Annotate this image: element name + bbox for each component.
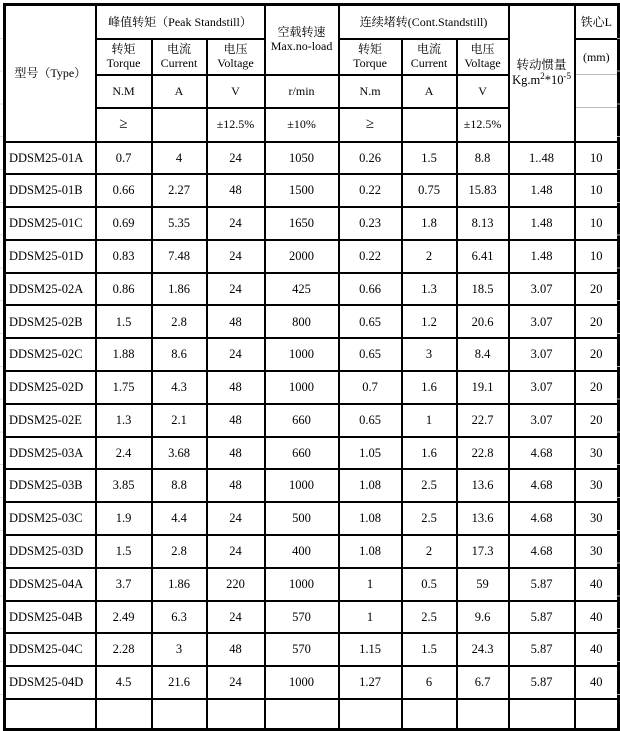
- cell-type: DDSM25-01A: [5, 142, 96, 175]
- cell-cont_voltage: 22.8: [457, 437, 509, 470]
- cell-peak_voltage: 24: [207, 535, 265, 568]
- cell-cont_voltage: 13.6: [457, 502, 509, 535]
- cell-cont_voltage: 8.8: [457, 142, 509, 175]
- cell-cont_current: 0.5: [402, 568, 457, 601]
- cell-peak_current: 6.3: [152, 601, 207, 634]
- header-noload-cn: 空载转速: [277, 24, 326, 39]
- cell-type: DDSM25-03A: [5, 437, 96, 470]
- header-peak-voltage: 电压 Voltage: [207, 39, 265, 75]
- cell-core: 20: [575, 338, 619, 371]
- cell-noload_speed: 1050: [265, 142, 339, 175]
- cell-inertia: 3.07: [509, 305, 575, 338]
- cell-cont_voltage: 20.6: [457, 305, 509, 338]
- cell-cont_current: 2: [402, 240, 457, 273]
- motor-spec-table: [3, 3, 620, 731]
- table-row: [5, 601, 619, 634]
- cell-peak_current: 8.8: [152, 469, 207, 502]
- table-row: [5, 535, 619, 568]
- cell-cont_current: 1.8: [402, 207, 457, 240]
- cell-peak_voltage: 220: [207, 568, 265, 601]
- cell-cont_voltage: 9.6: [457, 601, 509, 634]
- cell-peak_torque: 1.3: [96, 404, 152, 437]
- cell-peak_current: 2.8: [152, 535, 207, 568]
- table-row: [5, 240, 619, 273]
- cell-empty: [402, 699, 457, 729]
- cell-inertia: 5.87: [509, 568, 575, 601]
- cell-peak_voltage: 48: [207, 174, 265, 207]
- cell-peak_torque: 0.7: [96, 142, 152, 175]
- header-noload-tolerance: ±10%: [265, 108, 339, 142]
- cell-inertia: 4.68: [509, 502, 575, 535]
- header-cont-current-unit: A: [402, 75, 457, 108]
- cell-cont_voltage: 24.3: [457, 633, 509, 666]
- cell-peak_current: 3: [152, 633, 207, 666]
- cell-cont_voltage: 6.7: [457, 666, 509, 699]
- cell-type: DDSM25-01D: [5, 240, 96, 273]
- header-noload-unit: r/min: [265, 75, 339, 108]
- table-row: [5, 568, 619, 601]
- cell-peak_current: 21.6: [152, 666, 207, 699]
- cell-core: 40: [575, 568, 619, 601]
- cell-core: 10: [575, 240, 619, 273]
- table-row: [5, 371, 619, 404]
- cell-peak_voltage: 48: [207, 469, 265, 502]
- cell-core: 10: [575, 174, 619, 207]
- cell-type: DDSM25-03D: [5, 535, 96, 568]
- cell-peak_torque: 0.66: [96, 174, 152, 207]
- cell-cont_voltage: 59: [457, 568, 509, 601]
- cell-cont_voltage: 22.7: [457, 404, 509, 437]
- cell-peak_torque: 3.7: [96, 568, 152, 601]
- cell-cont_current: 1.6: [402, 437, 457, 470]
- cell-cont_torque: 1: [339, 568, 402, 601]
- cell-type: DDSM25-04C: [5, 633, 96, 666]
- cell-cont_torque: 0.7: [339, 371, 402, 404]
- cell-cont_torque: 0.23: [339, 207, 402, 240]
- cell-peak_voltage: 24: [207, 142, 265, 175]
- cell-noload_speed: 800: [265, 305, 339, 338]
- cell-core: 40: [575, 666, 619, 699]
- cell-cont_torque: 0.65: [339, 305, 402, 338]
- table-row: [5, 469, 619, 502]
- cell-peak_current: 4: [152, 142, 207, 175]
- header-type: 型号（Type）: [5, 5, 96, 142]
- header-core-empty-1: [575, 75, 619, 108]
- cell-peak_voltage: 24: [207, 601, 265, 634]
- cell-cont_current: 6: [402, 666, 457, 699]
- header-inertia-cn: 转动惯量: [516, 58, 567, 73]
- cell-peak_voltage: 24: [207, 502, 265, 535]
- table-row: [5, 207, 619, 240]
- cell-cont_voltage: 8.13: [457, 207, 509, 240]
- cell-peak_voltage: 48: [207, 633, 265, 666]
- cell-cont_voltage: 18.5: [457, 273, 509, 306]
- cell-type: DDSM25-01C: [5, 207, 96, 240]
- cell-noload_speed: 1000: [265, 338, 339, 371]
- header-inertia: [509, 5, 575, 142]
- header-peak-torque: 转矩 Torque: [96, 39, 152, 75]
- cell-cont_torque: 1.08: [339, 502, 402, 535]
- table-row: [5, 142, 619, 175]
- cell-cont_torque: 1.27: [339, 666, 402, 699]
- cell-cont_voltage: 6.41: [457, 240, 509, 273]
- cell-peak_voltage: 24: [207, 240, 265, 273]
- cell-inertia: 3.07: [509, 404, 575, 437]
- cell-cont_torque: 0.66: [339, 273, 402, 306]
- header-cont-current: 电流 Current: [402, 39, 457, 75]
- header-peak-torque-condition: ≥: [96, 108, 152, 142]
- cell-type: DDSM25-03C: [5, 502, 96, 535]
- cell-empty: [265, 699, 339, 729]
- cell-type: DDSM25-04D: [5, 666, 96, 699]
- cell-inertia: 5.87: [509, 601, 575, 634]
- cell-type: DDSM25-03B: [5, 469, 96, 502]
- cell-type: DDSM25-04A: [5, 568, 96, 601]
- table-row: [5, 273, 619, 306]
- header-core-unit: (mm): [575, 39, 619, 75]
- cell-peak_current: 4.3: [152, 371, 207, 404]
- header-cont-torque-condition: ≥: [339, 108, 402, 142]
- cell-peak_current: 3.68: [152, 437, 207, 470]
- cell-core: 30: [575, 502, 619, 535]
- cell-type: DDSM25-02B: [5, 305, 96, 338]
- cell-cont_torque: 0.22: [339, 174, 402, 207]
- header-cont-voltage-unit: V: [457, 75, 509, 108]
- cell-peak_torque: 1.75: [96, 371, 152, 404]
- table-header: [5, 5, 619, 142]
- header-row-1: [5, 5, 619, 39]
- cell-inertia: 4.68: [509, 437, 575, 470]
- table-row: [5, 666, 619, 699]
- table-row: [5, 338, 619, 371]
- cell-peak_voltage: 48: [207, 305, 265, 338]
- cell-noload_speed: 570: [265, 601, 339, 634]
- cell-cont_voltage: 19.1: [457, 371, 509, 404]
- table-row: [5, 633, 619, 666]
- cell-peak_torque: 3.85: [96, 469, 152, 502]
- cell-noload_speed: 1000: [265, 469, 339, 502]
- cell-type: DDSM25-01B: [5, 174, 96, 207]
- cell-empty: [339, 699, 402, 729]
- cell-inertia: 1.48: [509, 174, 575, 207]
- cell-peak_torque: 2.28: [96, 633, 152, 666]
- header-cont-voltage: 电压 Voltage: [457, 39, 509, 75]
- cell-cont_current: 2.5: [402, 502, 457, 535]
- cell-type: DDSM25-02E: [5, 404, 96, 437]
- cell-empty: [457, 699, 509, 729]
- header-peak-current-unit: A: [152, 75, 207, 108]
- cell-peak_current: 4.4: [152, 502, 207, 535]
- table-row: [5, 502, 619, 535]
- cell-cont_torque: 0.65: [339, 404, 402, 437]
- cell-empty: [509, 699, 575, 729]
- cell-peak_torque: 4.5: [96, 666, 152, 699]
- cell-type: DDSM25-04B: [5, 601, 96, 634]
- cell-cont_current: 1.6: [402, 371, 457, 404]
- cell-peak_torque: 2.49: [96, 601, 152, 634]
- cell-peak_voltage: 24: [207, 666, 265, 699]
- cell-peak_torque: 0.86: [96, 273, 152, 306]
- cell-peak_voltage: 24: [207, 338, 265, 371]
- cell-peak_torque: 0.83: [96, 240, 152, 273]
- cell-peak_torque: 1.5: [96, 535, 152, 568]
- cell-cont_voltage: 17.3: [457, 535, 509, 568]
- cell-cont_torque: 0.65: [339, 338, 402, 371]
- cell-noload_speed: 425: [265, 273, 339, 306]
- cell-peak_current: 8.6: [152, 338, 207, 371]
- cell-cont_torque: 1.08: [339, 469, 402, 502]
- cell-cont_current: 3: [402, 338, 457, 371]
- cell-inertia: 4.68: [509, 535, 575, 568]
- header-noload-en: Max.no-load: [270, 38, 333, 53]
- cell-core: 10: [575, 207, 619, 240]
- cell-noload_speed: 1650: [265, 207, 339, 240]
- cell-peak_torque: 1.9: [96, 502, 152, 535]
- cell-cont_current: 2: [402, 535, 457, 568]
- cell-inertia: 1.48: [509, 207, 575, 240]
- cell-peak_current: 7.48: [152, 240, 207, 273]
- cell-empty: [5, 699, 96, 729]
- cell-core: 20: [575, 273, 619, 306]
- cell-type: DDSM25-02A: [5, 273, 96, 306]
- header-cont-standstill-group: 连续堵转(Cont.Standstill): [339, 5, 509, 39]
- cell-empty: [96, 699, 152, 729]
- cell-cont_current: 2.5: [402, 601, 457, 634]
- table-row: [5, 437, 619, 470]
- header-peak-torque-unit: N.M: [96, 75, 152, 108]
- cell-peak_current: 1.86: [152, 568, 207, 601]
- cell-empty: [575, 699, 619, 729]
- cell-inertia: 5.87: [509, 666, 575, 699]
- header-cont-torque-unit: N.m: [339, 75, 402, 108]
- cell-core: 20: [575, 371, 619, 404]
- table-row: [5, 305, 619, 338]
- header-core-length: 铁心L: [575, 5, 619, 39]
- cell-noload_speed: 660: [265, 437, 339, 470]
- cell-cont_voltage: 15.83: [457, 174, 509, 207]
- header-peak-standstill-group: 峰值转矩（Peak Standstill）: [96, 5, 265, 39]
- cell-cont_current: 1.5: [402, 142, 457, 175]
- cell-peak_voltage: 48: [207, 437, 265, 470]
- cell-cont_torque: 0.26: [339, 142, 402, 175]
- cell-cont_voltage: 13.6: [457, 469, 509, 502]
- cell-core: 20: [575, 404, 619, 437]
- cell-peak_voltage: 48: [207, 404, 265, 437]
- cell-core: 40: [575, 633, 619, 666]
- table-body: [5, 142, 619, 730]
- cell-cont_current: 1.3: [402, 273, 457, 306]
- cell-noload_speed: 570: [265, 633, 339, 666]
- cell-cont_current: 0.75: [402, 174, 457, 207]
- cell-cont_torque: 0.22: [339, 240, 402, 273]
- cell-core: 30: [575, 535, 619, 568]
- table-row: [5, 174, 619, 207]
- cell-peak_current: 2.27: [152, 174, 207, 207]
- cell-noload_speed: 1500: [265, 174, 339, 207]
- cell-noload_speed: 400: [265, 535, 339, 568]
- cell-peak_torque: 0.69: [96, 207, 152, 240]
- cell-inertia: 4.68: [509, 469, 575, 502]
- header-noload-speed: [265, 5, 339, 75]
- cell-peak_voltage: 24: [207, 207, 265, 240]
- cell-type: DDSM25-02C: [5, 338, 96, 371]
- header-cont-current-condition: [402, 108, 457, 142]
- header-core-empty-2: [575, 108, 619, 142]
- cell-type: DDSM25-02D: [5, 371, 96, 404]
- cell-peak_torque: 1.88: [96, 338, 152, 371]
- table-row-partial: [5, 699, 619, 729]
- cell-peak_current: 2.1: [152, 404, 207, 437]
- header-inertia-unit: $Kg.m^2*10^{-5}$: [512, 70, 571, 87]
- header-peak-voltage-unit: V: [207, 75, 265, 108]
- cell-noload_speed: 1000: [265, 666, 339, 699]
- cell-inertia: 3.07: [509, 273, 575, 306]
- cell-cont_current: 1.2: [402, 305, 457, 338]
- cell-core: 20: [575, 305, 619, 338]
- cell-peak_current: 2.8: [152, 305, 207, 338]
- cell-cont_torque: 1.08: [339, 535, 402, 568]
- cell-inertia: 1..48: [509, 142, 575, 175]
- cell-noload_speed: 2000: [265, 240, 339, 273]
- cell-noload_speed: 660: [265, 404, 339, 437]
- cell-peak_torque: 1.5: [96, 305, 152, 338]
- cell-inertia: 3.07: [509, 338, 575, 371]
- cell-core: 10: [575, 142, 619, 175]
- cell-peak_current: 1.86: [152, 273, 207, 306]
- cell-core: 30: [575, 437, 619, 470]
- cell-empty: [207, 699, 265, 729]
- cell-empty: [152, 699, 207, 729]
- cell-cont_voltage: 8.4: [457, 338, 509, 371]
- table-row: [5, 404, 619, 437]
- cell-inertia: 5.87: [509, 633, 575, 666]
- cell-peak_current: 5.35: [152, 207, 207, 240]
- header-peak-current-condition: [152, 108, 207, 142]
- cell-noload_speed: 500: [265, 502, 339, 535]
- cell-cont_torque: 1.15: [339, 633, 402, 666]
- cell-noload_speed: 1000: [265, 568, 339, 601]
- header-peak-current: 电流 Current: [152, 39, 207, 75]
- cell-noload_speed: 1000: [265, 371, 339, 404]
- cell-cont_current: 1: [402, 404, 457, 437]
- cell-core: 40: [575, 601, 619, 634]
- cell-core: 30: [575, 469, 619, 502]
- header-peak-voltage-tolerance: ±12.5%: [207, 108, 265, 142]
- cell-inertia: 3.07: [509, 371, 575, 404]
- cell-peak_voltage: 48: [207, 371, 265, 404]
- cell-peak_voltage: 24: [207, 273, 265, 306]
- cell-inertia: 1.48: [509, 240, 575, 273]
- header-cont-voltage-tolerance: ±12.5%: [457, 108, 509, 142]
- cell-peak_torque: 2.4: [96, 437, 152, 470]
- cell-cont_torque: 1.05: [339, 437, 402, 470]
- cell-cont_torque: 1: [339, 601, 402, 634]
- spreadsheet-gridline-stub-left: [0, 6, 3, 703]
- cell-cont_current: 2.5: [402, 469, 457, 502]
- header-cont-torque: 转矩 Torque: [339, 39, 402, 75]
- cell-cont_current: 1.5: [402, 633, 457, 666]
